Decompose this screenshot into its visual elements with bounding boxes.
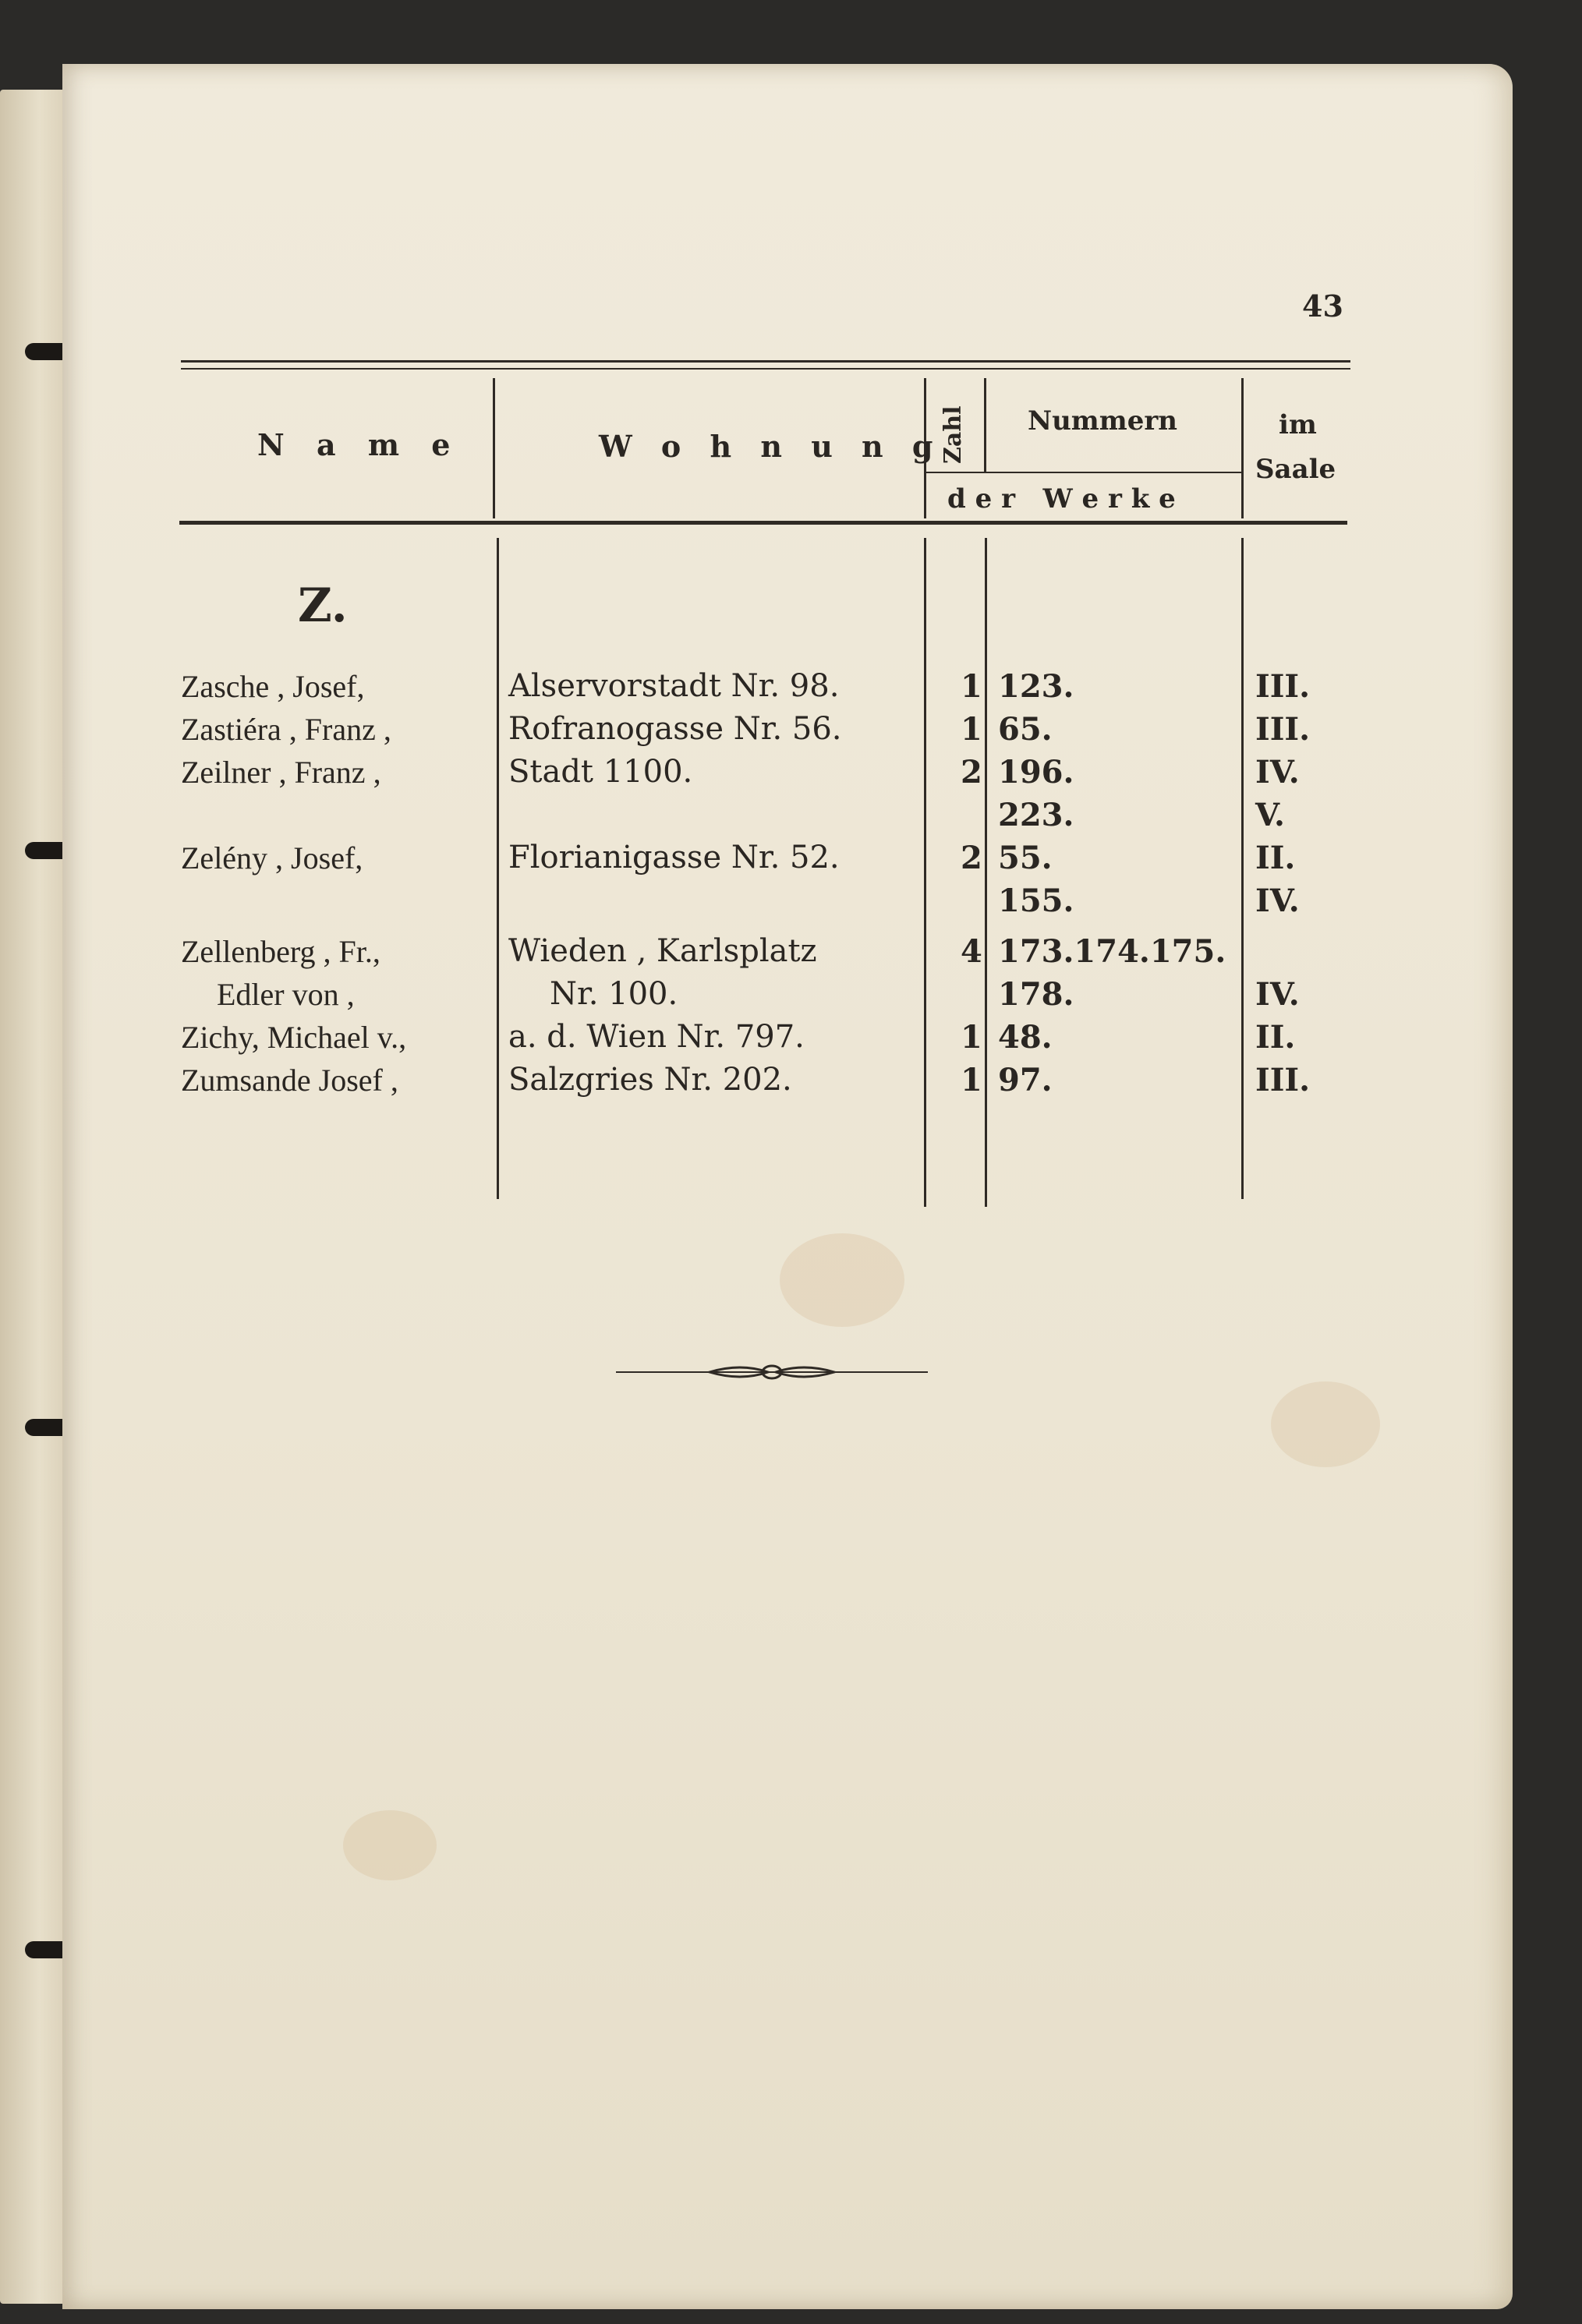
column-rule: [924, 538, 926, 1207]
table-top-rule: [181, 368, 1350, 370]
page-number: 43: [1302, 288, 1343, 324]
row-name: Zelény , Josef,: [181, 840, 363, 875]
row-name: Edler von ,: [217, 977, 355, 1012]
row-numbers: 55.: [998, 840, 1053, 876]
row-count: 1: [961, 668, 982, 705]
row-numbers: 196.: [998, 754, 1074, 791]
row-hall: II.: [1255, 840, 1296, 876]
row-numbers: 123.: [998, 668, 1074, 705]
row-name: Zastiéra , Franz ,: [181, 712, 391, 747]
paper-stain: [780, 1233, 904, 1327]
row-hall: III.: [1255, 668, 1311, 705]
row-hall: IV.: [1255, 883, 1300, 919]
paper-stain: [1271, 1381, 1380, 1467]
column-rule: [497, 538, 499, 1199]
row-numbers: 178.: [998, 976, 1074, 1013]
row-name: Zeilner , Franz ,: [181, 755, 381, 790]
column-rule: [1241, 538, 1244, 1199]
book-page: [62, 64, 1513, 2309]
row-hall: IV.: [1255, 754, 1300, 791]
table-top-rule: [181, 360, 1350, 363]
paper-stain: [343, 1810, 437, 1880]
section-letter: Z.: [298, 578, 348, 633]
header-name: N a m e: [257, 427, 462, 462]
row-numbers: 48.: [998, 1019, 1053, 1056]
row-address: Nr. 100.: [550, 976, 678, 1012]
row-count: 2: [961, 840, 982, 876]
row-count: 1: [961, 711, 982, 748]
row-count: 1: [961, 1062, 982, 1098]
row-hall: III.: [1255, 1062, 1311, 1098]
column-rule: [493, 378, 495, 518]
column-rule: [985, 538, 987, 1207]
row-numbers: 155.: [998, 883, 1074, 919]
left-page-edge: [0, 90, 72, 2304]
row-count: 1: [961, 1019, 982, 1056]
header-divider: [926, 472, 1242, 473]
row-address: Rofranogasse Nr. 56.: [508, 711, 842, 747]
row-numbers: 173.174.175.: [998, 933, 1226, 970]
row-name: Zichy, Michael v.,: [181, 1020, 407, 1055]
row-address: Wieden , Karlsplatz: [508, 933, 817, 969]
row-address: Alservorstadt Nr. 98.: [508, 668, 840, 704]
row-hall: III.: [1255, 711, 1311, 748]
column-rule: [984, 378, 986, 472]
row-name: Zellenberg , Fr.,: [181, 934, 380, 969]
row-address: Salzgries Nr. 202.: [508, 1062, 792, 1098]
row-numbers: 65.: [998, 711, 1053, 748]
row-hall: II.: [1255, 1019, 1296, 1056]
row-count: 2: [961, 754, 982, 791]
header-address: W o h n u n g: [599, 429, 943, 464]
row-hall: IV.: [1255, 976, 1300, 1013]
header-bottom-rule: [179, 521, 1347, 525]
row-name: Zasche , Josef,: [181, 669, 365, 704]
row-name: Zumsande Josef ,: [181, 1063, 398, 1098]
row-address: Stadt 1100.: [508, 754, 693, 790]
row-address: Florianigasse Nr. 52.: [508, 840, 840, 875]
header-numbers: Nummern: [1028, 405, 1178, 437]
row-hall: V.: [1255, 797, 1285, 833]
column-rule: [1241, 378, 1244, 518]
ornament-divider-icon: [616, 1358, 928, 1386]
header-hall-top: im: [1279, 409, 1317, 440]
row-numbers: 97.: [998, 1062, 1053, 1098]
header-works: d e r W e r k e: [947, 483, 1176, 515]
header-hall-bottom: Saale: [1255, 454, 1336, 485]
row-address: a. d. Wien Nr. 797.: [508, 1019, 805, 1055]
row-count: 4: [961, 933, 982, 970]
header-count: Zahl: [940, 405, 967, 464]
row-numbers: 223.: [998, 797, 1074, 833]
